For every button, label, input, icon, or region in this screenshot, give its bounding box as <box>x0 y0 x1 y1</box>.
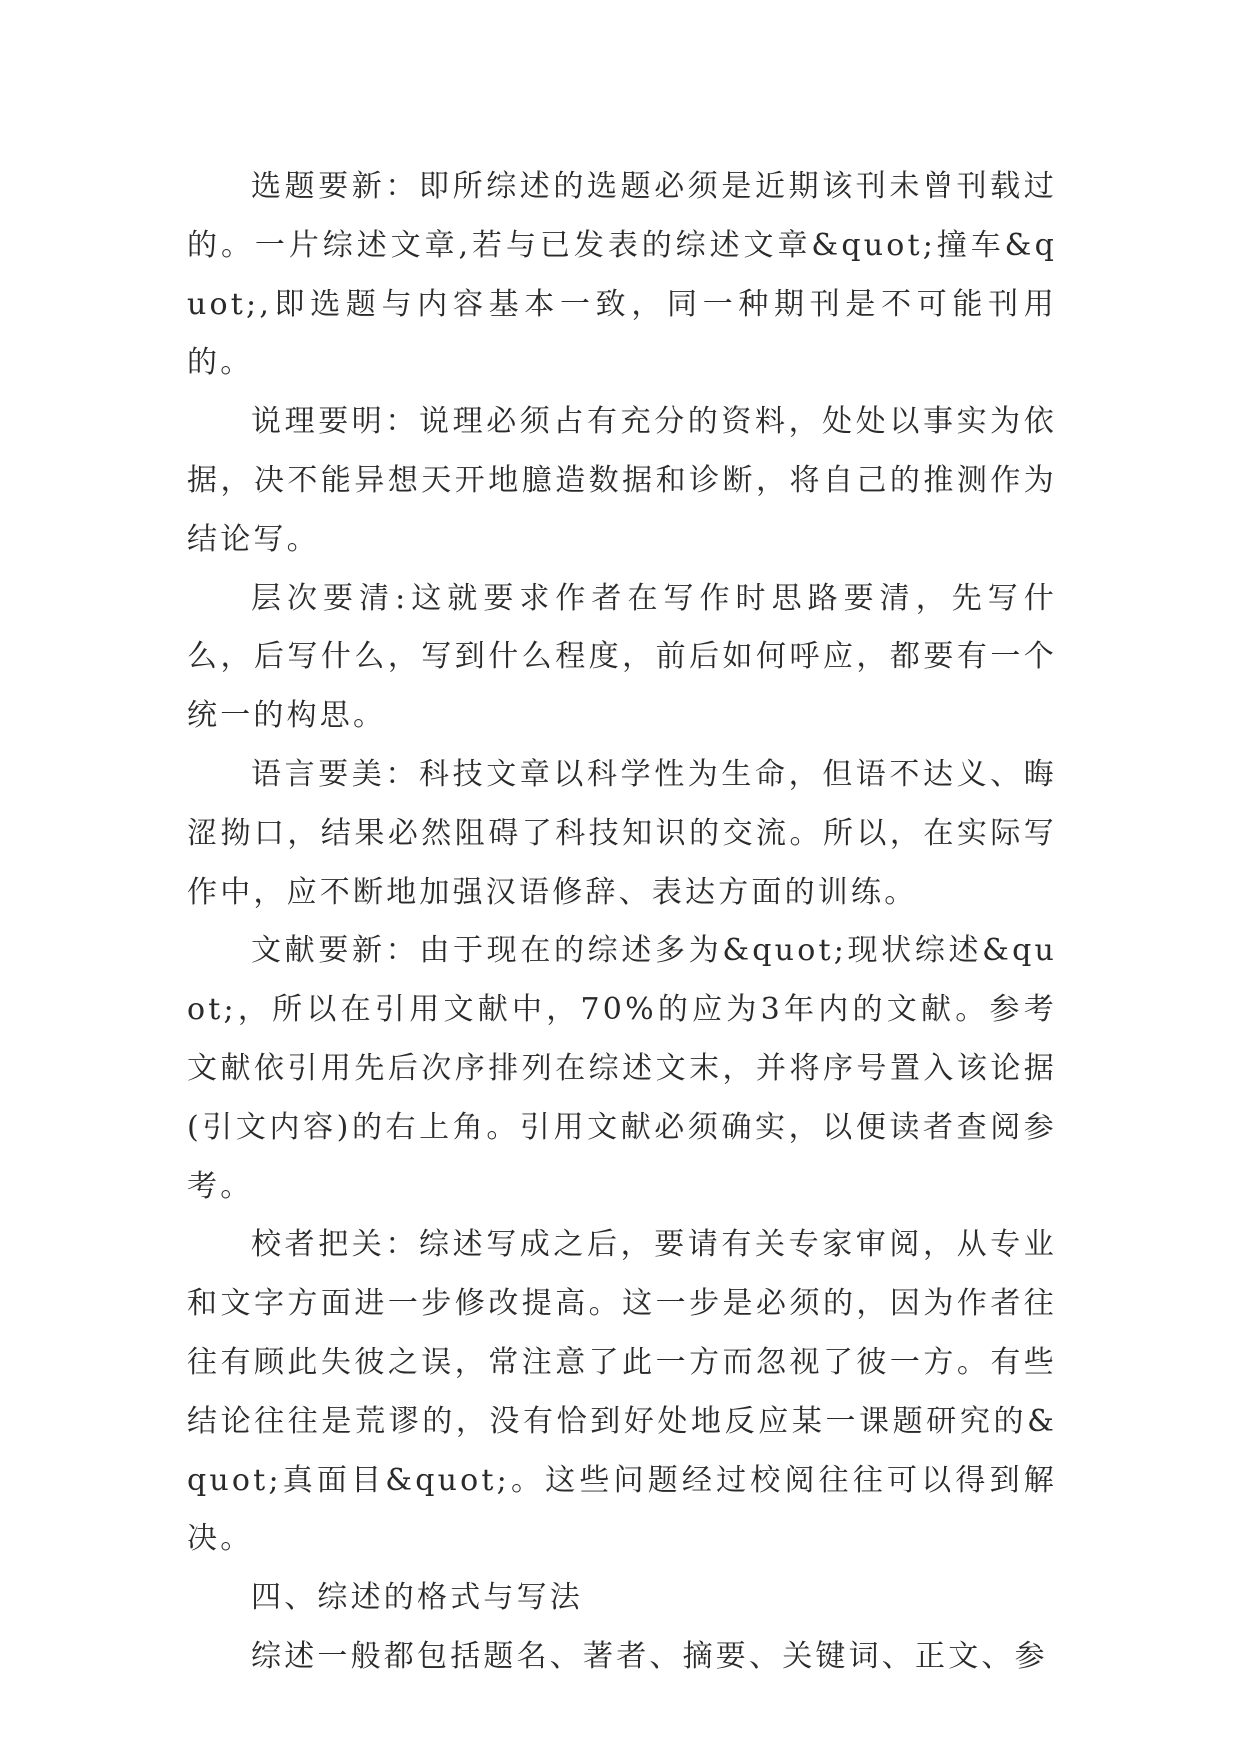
paragraph-reasoning-clarity: 说理要明：说理必须占有充分的资料，处处以事实为依据，决不能异想天开地臆造数据和诊断，将自己的推测作为结论写。 <box>187 404 1057 557</box>
section-heading-format: 四、综述的格式与写法 <box>251 1580 583 1616</box>
paragraph-format-intro: 综述一般都包括题名、著者、摘要、关键词、正文、参 <box>251 1638 1048 1674</box>
paragraph-topic-novelty: 选题要新：即所综述的选题必须是近期该刊未曾刊载过的。一片综述文章,若与已发表的综述文章&quot;撞车&quot;,即选题与内容基本一致，同一种期刊是不可能刊用的。 <box>187 169 1057 381</box>
paragraph-language-quality: 语言要美：科技文章以科学性为生命，但语不达义、晦涩拗口，结果必然阻碍了科技知识的交流。所以，在实际写作中，应不断地加强汉语修辞、表达方面的训练。 <box>187 756 1057 910</box>
paragraph-expert-review: 校者把关：综述写成之后，要请有关专家审阅，从专业和文字方面进一步修改提高。这一步是必须的，因为作者往往有顾此失彼之误，常注意了此一方而忽视了彼一方。有些结论往往是荒谬的，没有恰到好处地反应某一课题研究的&quot;真面目&quot;。这些问题经过校阅往往可以得到解决。 <box>187 1227 1057 1557</box>
paragraph-structure-clarity: 层次要清:这就要求作者在写作时思路要清，先写什么，后写什么，写到什么程度，前后如何呼应，都要有一个统一的构思。 <box>187 580 1057 734</box>
document-body <box>187 158 1057 1687</box>
paragraph-references-recency: 文献要新：由于现在的综述多为&quot;现状综述&quot;，所以在引用文献中，70%的应为3年内的文献。参考文献依引用先后次序排列在综述文末，并将序号置入该论据(引文内容)的右上角。引用文献必须确实，以便读者查阅参考。 <box>187 933 1057 1204</box>
